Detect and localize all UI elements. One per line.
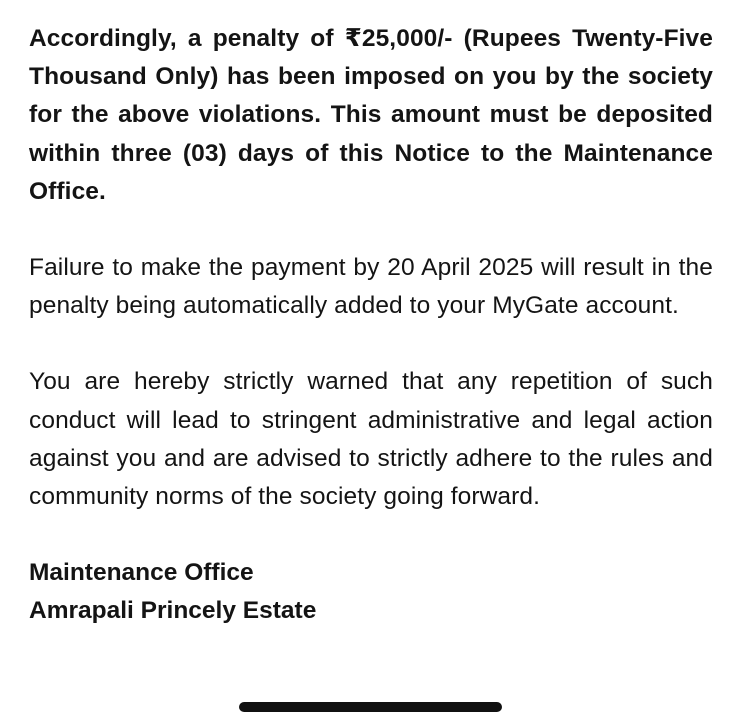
signature-office: Maintenance Office (29, 559, 254, 587)
payment-deadline-paragraph: Failure to make the payment by 20 April 2025 will result in the penalty being automatically added to your MyGate account. (29, 254, 713, 320)
notice-body (29, 20, 713, 629)
paragraph-spacer (29, 325, 713, 363)
signature-block (29, 554, 713, 629)
warning-paragraph: You are hereby strictly warned that any repetition of such conduct will lead to stringent administrative and legal action against you and are advised to strictly adhere to the rules and community norms of the society going forward. (29, 368, 713, 511)
paragraph-spacer (29, 211, 713, 249)
signature-estate: Amrapali Princely Estate (29, 596, 317, 624)
paragraph-spacer (29, 516, 713, 554)
penalty-paragraph: Accordingly, a penalty of ₹25,000/- (Rupees Twenty-Five Thousand Only) has been imposed on you by the society for the above violations. This amount must be deposited within three (03) days of this Notice to the Maintenance Office. (29, 25, 713, 205)
home-indicator-bar[interactable] (239, 702, 502, 712)
